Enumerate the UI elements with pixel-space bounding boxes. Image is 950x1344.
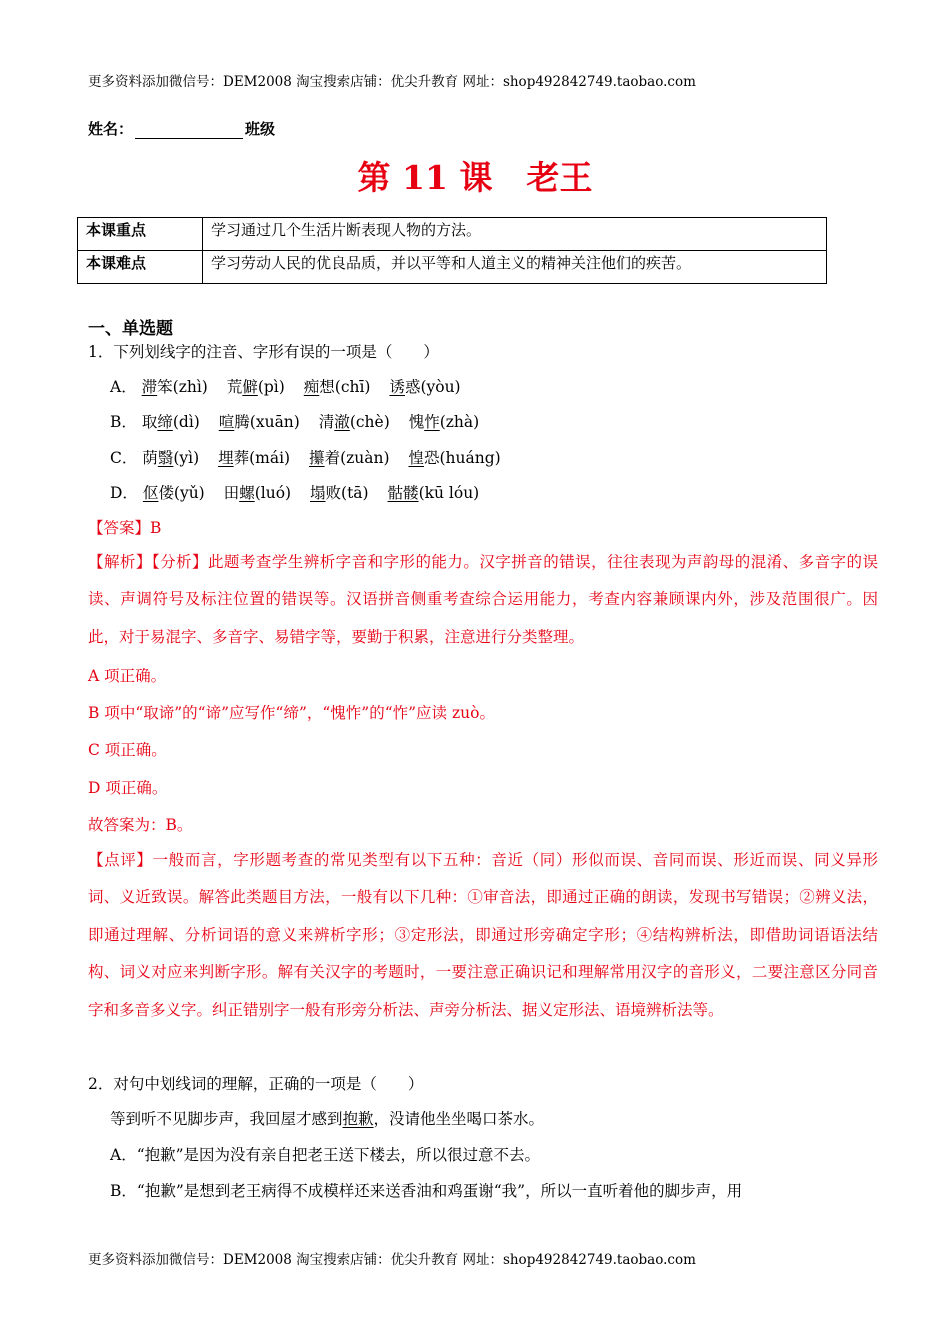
q1-line-a: A 项正确。 <box>88 667 167 685</box>
q1-option-a[interactable] <box>110 375 475 397</box>
q1-option-b[interactable] <box>110 410 493 432</box>
goal-value: 学习通过几个生活片断表现人物的方法。 <box>203 218 827 251</box>
option-letter: C． <box>110 449 138 467</box>
option-word: 取缔(dì) <box>141 413 200 431</box>
option-word: 喧腾(xuān) <box>218 413 300 431</box>
option-word: 攥着(zuàn) <box>309 449 390 467</box>
q1-answer: 【答案】B <box>88 519 162 537</box>
lesson-number: 第 11 课 <box>357 158 493 197</box>
class-label: 班级 <box>245 120 276 138</box>
name-blank[interactable] <box>135 124 243 139</box>
option-letter: A． <box>110 378 137 396</box>
option-letter: B． <box>110 413 137 431</box>
option-word: 骷髅(kū lóu) <box>387 484 480 502</box>
goal-key: 本课难点 <box>78 251 203 284</box>
q1-line-c: C 项正确。 <box>88 741 167 759</box>
q1-option-c[interactable] <box>110 446 515 468</box>
option-word: 荫翳(yì) <box>142 449 200 467</box>
question-2-stem: 2．对句中划线词的理解，正确的一项是（ ） <box>88 1075 424 1093</box>
goal-key: 本课重点 <box>78 218 203 251</box>
q1-analysis: 【解析】【分析】此题考查学生辨析字音和字形的能力。汉字拼音的错误，往往表现为声韵母的混淆、多音字的误读、声调符号及标注位置的错误等。汉语拼音侧重考查综合运用能力，考查内容兼顾课内外，涉及范围很广。因此，对于易混字、多音字、易错字等，要勤于积累，注意进行分类整理。 <box>88 553 878 646</box>
lesson-goals-table <box>77 217 827 284</box>
name-field-line <box>88 118 275 139</box>
name-label: 姓名： <box>88 120 134 138</box>
q2-sentence: 等到听不见脚步声，我回屋才感到抱歉，没请他坐坐喝口茶水。 <box>110 1110 545 1128</box>
option-word: 田螺(luó) <box>223 484 292 502</box>
option-word: 痴想(chī) <box>303 378 371 396</box>
option-word: 伛偻(yǔ) <box>142 484 205 502</box>
goal-value: 学习劳动人民的优良品质，并以平等和人道主义的精神关注他们的疾苦。 <box>203 251 827 284</box>
q1-option-d[interactable] <box>110 481 493 503</box>
q1-comment: 【点评】一般而言，字形题考查的常见类型有以下五种：音近（同）形似而误、音同而误、形近而误、同义异形词、义近致误。解答此类题目方法，一般有以下几种：①审音法，即通过正确的朗读，发现书写错误；②辨义法，即通过理解、分析词语的意义来辨析字形；③定形法，即通过形旁确定字形；④结构辨析法，即借助词语语法结构、词义对应来判断字形。解有关汉字的考题时，一要注意正确识记和理解常用汉字的音形义，二要注意区分同音字和多音多义字。纠正错别字一般有形旁分析法、声旁分析法、据义定形法、语境辨析法等。 <box>88 851 878 1019</box>
footer-note: 更多资料添加微信号：DEM2008 淘宝搜索店铺：优尖升教育 网址：shop492842749.taobao.com <box>88 1252 696 1268</box>
option-word: 滞笨(zhì) <box>141 378 208 396</box>
q1-line-b: B 项中“取谛”的“谛”应写作“缔”，“愧怍”的“怍”应读 zuò。 <box>88 704 495 722</box>
section-title: 一、单选题 <box>88 319 173 339</box>
option-word: 清澈(chè) <box>318 413 390 431</box>
option-word: 惶恐(huáng) <box>408 449 501 467</box>
question-1-stem: 1．下列划线字的注音、字形有误的一项是（ ） <box>88 343 439 361</box>
goal-row <box>78 218 827 251</box>
option-letter: D． <box>110 484 138 502</box>
q1-line-d: D 项正确。 <box>88 779 168 797</box>
lesson-name: 老王 <box>526 158 593 197</box>
lesson-title <box>0 152 950 199</box>
goal-row <box>78 251 827 284</box>
option-word: 荒僻(pì) <box>226 378 285 396</box>
header-note: 更多资料添加微信号：DEM2008 淘宝搜索店铺：优尖升教育 网址：shop492842749.taobao.com <box>88 74 696 90</box>
option-word: 埋葬(mái) <box>218 449 291 467</box>
q2-option-b[interactable]: B．“抱歉”是想到老王病得不成模样还来送香油和鸡蛋谢“我”，所以一直听着他的脚步声，用 <box>110 1182 743 1200</box>
q2-option-a[interactable]: A．“抱歉”是因为没有亲自把老王送下楼去，所以很过意不去。 <box>110 1146 541 1164</box>
option-word: 愧怍(zhà) <box>408 413 480 431</box>
q1-final-answer: 故答案为：B。 <box>88 816 193 834</box>
q2-underlined-word: 抱歉 <box>342 1110 374 1128</box>
option-word: 塌败(tā) <box>310 484 369 502</box>
option-word: 诱惑(yòu) <box>389 378 461 396</box>
